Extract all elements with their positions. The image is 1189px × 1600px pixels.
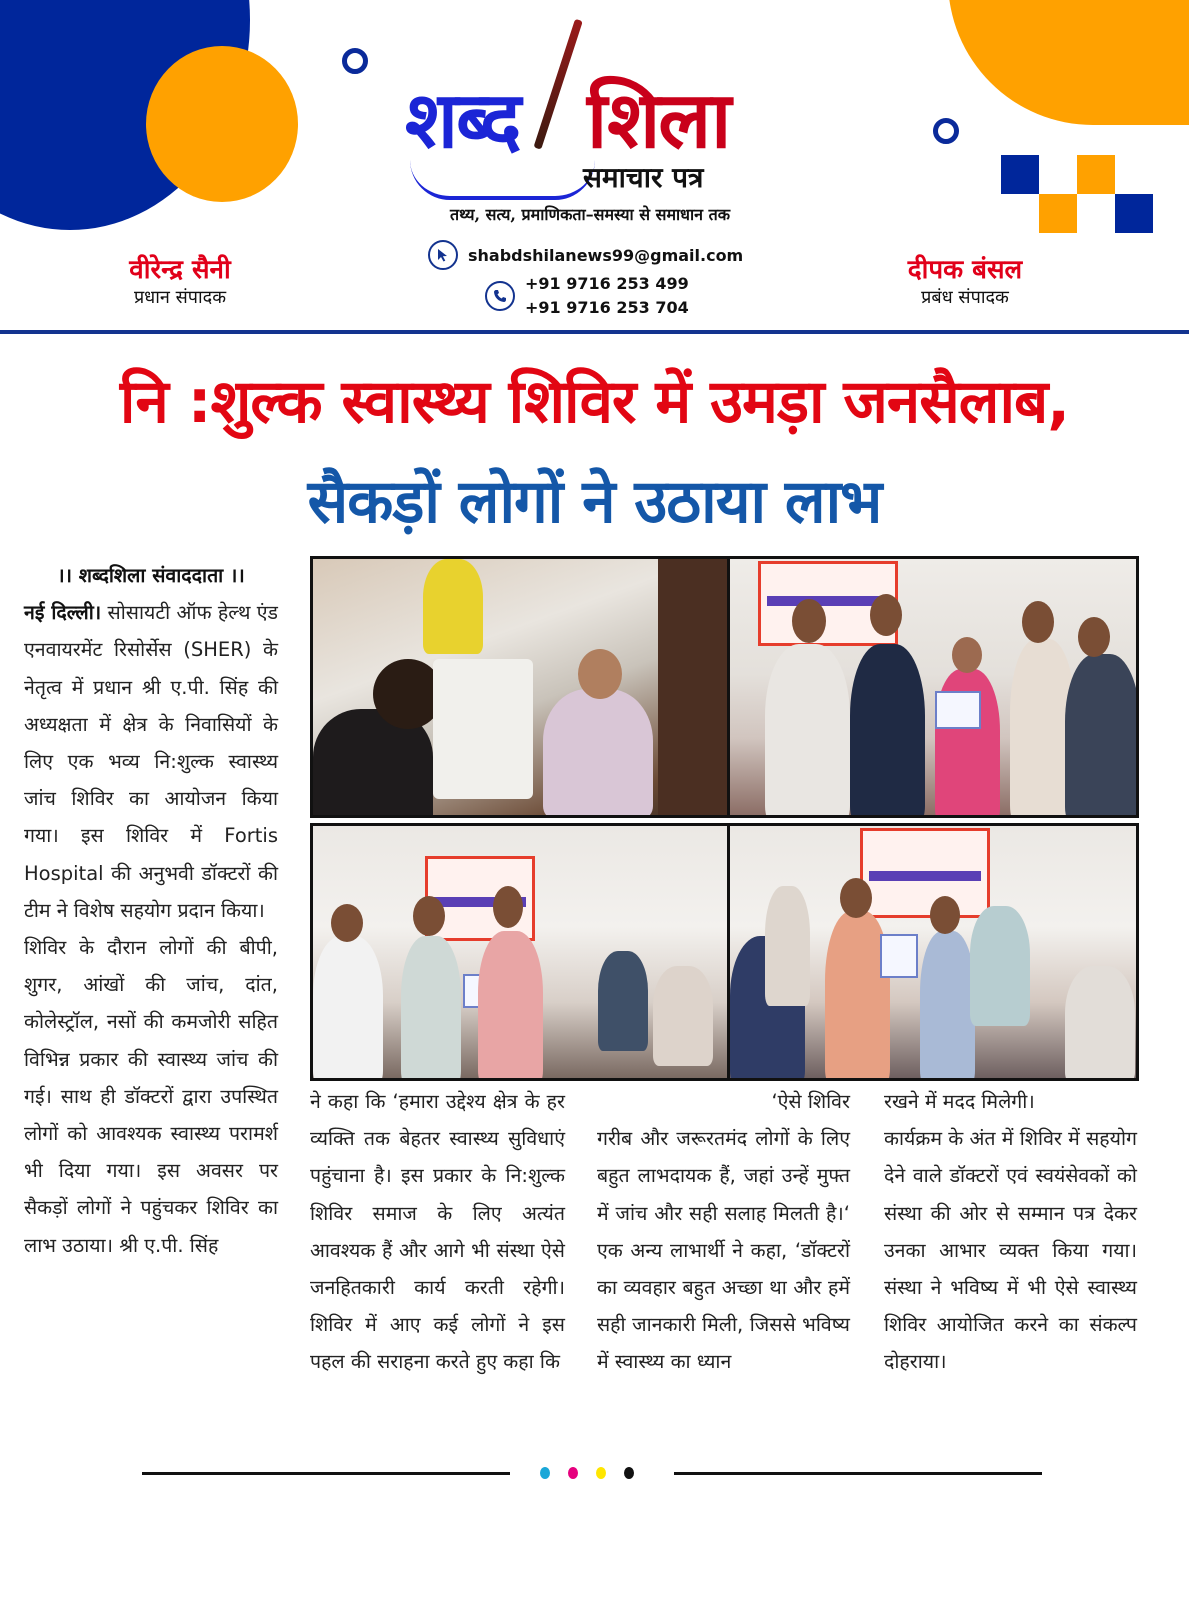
article-text: सोसायटी ऑफ हेल्थ एंड एनवायरमेंट रिसोर्सेस (SHER) के नेतृत्व में प्रधान श्री ए.पी. सिंह की अध्यक्षता में क्षेत्र के निवासियों के लिए एक भव्य नि:शुल्क स्वास्थ्य जांच शिविर का आयोजन किया गया। इस शिविर में Fortis Hospital की अनुभवी डॉक्टरों की टीम ने विशेष सहयोग प्रदान किया। — [24, 601, 278, 922]
byline: ।। शब्दशिला संवाददाता ।। — [57, 564, 245, 587]
photo-figure — [765, 644, 850, 818]
photo-figure — [920, 931, 975, 1081]
photo-figure — [1065, 966, 1135, 1081]
managing-editor-name: दीपक बंसल — [907, 255, 1023, 285]
managing-editor-role: प्रबंध संपादक — [921, 287, 1009, 308]
email-address[interactable]: shabdshilanews99@gmail.com — [468, 245, 744, 265]
certificate — [935, 691, 981, 729]
certificate — [880, 934, 918, 978]
article-paragraph: गरीब और जरूरतमंद लोगों के लिए बहुत लाभदायक हैं, जहां उन्हें मुफ्त में जांच और सही सलाह मिलती है।‘ एक अन्य लाभार्थी ने कहा, ‘डॉक्टरों का व्यवहार बहुत अच्छा था और हमें सही जानकारी मिली, जिससे भविष्य में स्वास्थ्य का ध्यान — [597, 1127, 850, 1374]
photo-figure — [1065, 654, 1139, 818]
pen-icon — [533, 19, 582, 150]
decorative-square — [1077, 155, 1115, 194]
photo-certificate-3 — [727, 823, 1139, 1081]
photo-figure — [423, 559, 483, 654]
photo-eye-checkup — [310, 556, 733, 818]
photo-figure — [413, 896, 445, 936]
chief-editor-role: प्रधान संपादक — [133, 287, 227, 308]
photo-figure — [952, 637, 982, 673]
headline-line-1: नि :शुल्क स्वास्थ्य शिविर में उमड़ा जनसैलाब, — [119, 367, 1070, 437]
magenta-dot — [568, 1467, 578, 1479]
article-paragraph — [24, 594, 278, 929]
photo-figure — [930, 896, 960, 934]
decorative-ring-left — [342, 48, 368, 74]
decorative-orange-circle — [146, 46, 298, 202]
article-paragraph: कार्यक्रम के अंत में शिविर में सहयोग देने वाले डॉक्टरों एवं स्वयंसेवकों को संस्था की ओर से सम्मान पत्र देकर उनका आभार व्यक्त किया गया। संस्था ने भविष्य में भी ऐसे स्वास्थ्य शिविर आयोजित करने का संकल्प दोहराया। — [884, 1127, 1137, 1374]
decorative-square — [1039, 194, 1077, 233]
chief-editor-name: वीरेन्द्र सैनी — [129, 255, 231, 285]
article-column-1 — [24, 557, 278, 1264]
black-dot — [624, 1467, 634, 1479]
photo-figure — [792, 599, 826, 643]
article-column-4 — [884, 1083, 1137, 1381]
footer-rule-right — [674, 1472, 1042, 1475]
logo-subtitle: समाचार पत्र — [583, 161, 704, 194]
article-paragraph: ने कहा कि ‘हमारा उद्देश्य क्षेत्र के हर व्यक्ति तक बेहतर स्वास्थ्य सुविधाएं पहुंचाना है। इस प्रकार के नि:शुल्क शिविर समाज के लिए अत्यंत आवश्यक हैं और आगे भी संस्था ऐसे जनहितकारी कार्य करती रहेगी। शिविर में आए कई लोगों ने इस पहल की सराहना करते हुए कहा कि — [310, 1090, 565, 1374]
phone-number-1[interactable]: +91 9716 253 499 — [525, 274, 689, 293]
logo-word-shabd: शब्द — [405, 76, 520, 166]
photo-figure — [331, 904, 363, 942]
phone-number-2[interactable]: +91 9716 253 704 — [525, 298, 689, 317]
logo-swoosh — [410, 160, 595, 200]
masthead-divider — [0, 330, 1189, 334]
logo-word-shila: शिला — [587, 76, 730, 166]
yellow-dot — [596, 1467, 606, 1479]
photo-door — [658, 559, 733, 818]
decorative-square — [1001, 155, 1039, 194]
eye-test-machine — [433, 659, 533, 799]
cmyk-dots — [540, 1467, 634, 1479]
photo-certificate-2 — [310, 823, 733, 1081]
phone-icon — [485, 281, 515, 311]
article-quote-lead: ‘ऐसे शिविर — [771, 1090, 850, 1113]
article-column-3 — [597, 1083, 850, 1381]
managing-editor — [880, 254, 1050, 310]
article-paragraph: रखने में मदद मिलेगी। — [884, 1090, 1035, 1113]
tagline: तथ्य, सत्य, प्रमाणिकता–समस्या से समाधान तक — [449, 205, 731, 224]
photo-figure — [653, 966, 713, 1066]
photo-figure — [478, 931, 543, 1081]
photo-figure — [1022, 601, 1054, 643]
footer-rule-left — [142, 1472, 510, 1475]
headline-line-2: सैकड़ों लोगों ने उठाया लाभ — [307, 467, 882, 537]
cursor-icon — [428, 240, 458, 270]
camp-banner — [860, 828, 990, 918]
photo-figure — [598, 951, 648, 1051]
photo-figure — [493, 886, 523, 928]
photo-figure — [970, 906, 1030, 1026]
photo-figure — [850, 644, 925, 818]
decorative-square — [1115, 194, 1153, 233]
photo-figure — [543, 689, 653, 818]
article-column-2 — [310, 1083, 565, 1381]
photo-figure — [765, 886, 810, 1006]
newspaper-logo — [405, 20, 785, 195]
decorative-orange-shape — [948, 0, 1189, 125]
contact-phones — [485, 272, 689, 320]
article-paragraph: शिविर के दौरान लोगों की बीपी, शुगर, आंखों की जांच, दांत, कोलेस्ट्रॉल, नसों की कमजोरी सहित विभिन्न प्रकार की स्वास्थ्य जांच की गई। साथ ही डॉक्टरों द्वारा उपस्थित लोगों को आवश्यक स्वास्थ्य परामर्श भी दिया गया। इस अवसर पर सैकड़ों लोगों ने पहुंचकर शिविर का लाभ उठाया। श्री ए.पी. सिंह — [24, 936, 278, 1257]
dateline: नई दिल्ली। — [24, 601, 102, 625]
decorative-ring-right — [933, 118, 959, 144]
photo-certificate-1 — [727, 556, 1139, 818]
photo-figure — [578, 649, 622, 699]
cyan-dot — [540, 1467, 550, 1479]
photo-figure — [313, 936, 383, 1081]
photo-figure — [401, 936, 461, 1081]
photo-figure — [1078, 617, 1110, 657]
photo-figure — [870, 594, 902, 636]
photo-figure — [840, 878, 872, 918]
contact-email — [428, 240, 743, 270]
chief-editor — [100, 254, 260, 310]
